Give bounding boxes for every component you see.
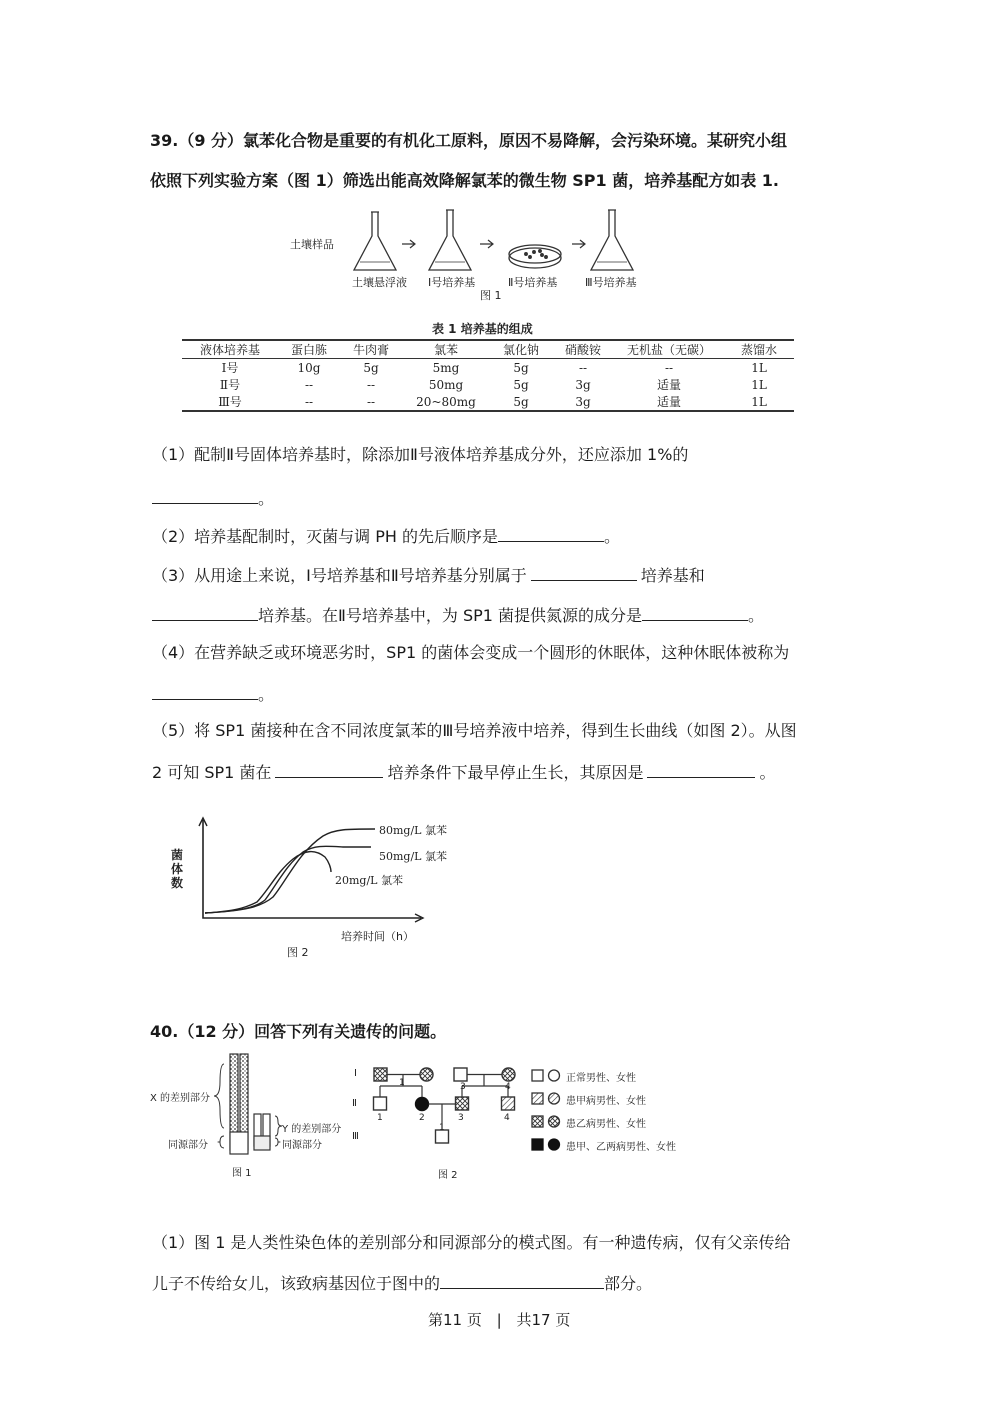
table-cell: Ⅲ号 [218, 395, 242, 409]
table-cell: 5g [513, 360, 529, 375]
individual-number: 3 [460, 1082, 466, 1092]
homologous-label-left: 同源部分 [168, 1140, 208, 1151]
answer-blank[interactable] [440, 1272, 604, 1289]
table-cell: 1L [751, 360, 767, 375]
legend-disease-a: 患甲病男性、女性 [566, 1096, 646, 1107]
table-cell: 适量 [656, 395, 681, 409]
table-cell: 1L [751, 377, 767, 392]
pedigree-male-I3 [454, 1068, 467, 1081]
flask-icon [591, 210, 633, 270]
table-header: 氯化钠 [502, 343, 539, 357]
flask-label-4: Ⅲ号培养基 [585, 276, 637, 289]
q40-part1-line2 [152, 1272, 652, 1294]
q39-title-line2: 依照下列实验方案（图 1）筛选出能高效降解氯苯的微生物 SP1 菌，培养基配方如表 1. [150, 171, 780, 190]
generation-II: Ⅱ [352, 1098, 357, 1109]
table-cell: Ⅰ号 [221, 361, 239, 375]
table-cell: -- [304, 394, 314, 409]
page-number: 第11 页 [428, 1311, 482, 1329]
pedigree-female-II2 [416, 1098, 429, 1111]
sex-chromosome-diagram [150, 1052, 350, 1180]
punctuation: 。 [759, 763, 776, 782]
generation-III: Ⅲ [352, 1131, 359, 1142]
table-cell: 50mg [428, 377, 464, 392]
q39-part3-text: （3）从用途上来说，Ⅰ号培养基和Ⅱ号培养基分别属于 [152, 566, 527, 585]
table-cell: 1L [751, 394, 767, 409]
q39-part3-text: 培养基。在Ⅱ号培养基中，为 SP1 菌提供氮源的成分是 [258, 606, 643, 625]
q40-figure-1-chromosomes [150, 1052, 350, 1180]
petri-dish-icon [509, 245, 561, 268]
series-label-80mg: 80mg/L 氯苯 [379, 824, 447, 837]
q39-part3-text: 培养基和 [640, 566, 705, 585]
answer-blank[interactable] [275, 761, 383, 778]
y-axis-label-char: 数 [171, 876, 184, 890]
flask-label-1: 土壤悬浮液 [352, 276, 407, 289]
table-header: 牛肉膏 [352, 343, 389, 357]
table-cell: 5g [363, 360, 379, 375]
answer-blank[interactable] [642, 604, 748, 621]
table-cell: 5mg [432, 360, 460, 375]
individual-number: 2 [419, 1113, 425, 1123]
q40-figure-1-caption: 图 1 [232, 1168, 252, 1179]
pedigree-male-I1 [374, 1068, 387, 1081]
dish-label-3: Ⅱ号培养基 [508, 276, 558, 289]
q39-part2 [152, 525, 620, 547]
pedigree-female-I4 [502, 1068, 515, 1081]
flask-label-2: Ⅰ号培养基 [428, 276, 476, 289]
table-1-caption: 表 1 培养基的组成 [432, 322, 533, 336]
table-row [182, 376, 794, 393]
individual-number: 1 [377, 1113, 383, 1123]
q40-figure-2-pedigree [350, 1066, 690, 1182]
q39-title: 39.（9 分）氯苯化合物是重要的有机化工原料，原因不易降解，会污染环境。某研究小组 [150, 131, 788, 150]
y-axis-label [171, 848, 183, 890]
y-axis-label-char: 菌 [171, 848, 184, 862]
pedigree-male-II4 [502, 1097, 515, 1110]
flask-icon [429, 210, 471, 270]
table-header: 无机盐（无碳） [626, 343, 711, 357]
page-footer [428, 1310, 570, 1330]
flask-icon [354, 212, 396, 270]
series-label-20mg: 20mg/L 氯苯 [335, 874, 403, 887]
q40-part1-line1: （1）图 1 是人类性染色体的差别部分和同源部分的模式图。有一种遗传病，仅有父亲传给 [152, 1233, 791, 1252]
table-cell: -- [366, 394, 376, 409]
legend-both-diseases: 患甲、乙两病男性、女性 [566, 1142, 676, 1153]
x-diff-label: X 的差别部分 [150, 1093, 211, 1104]
answer-blank[interactable] [152, 683, 258, 700]
table-cell: -- [304, 377, 314, 392]
table-cell: 5g [513, 377, 529, 392]
figure-1-caption: 图 1 [480, 289, 502, 302]
table-header: 液体培养基 [199, 343, 260, 357]
q39-part2-text: （2）培养基配制时，灭菌与调 PH 的先后顺序是 [152, 527, 499, 546]
q40-figure-2-caption: 图 2 [438, 1170, 458, 1181]
answer-blank[interactable] [152, 487, 258, 504]
y-diff-label: Y 的差别部分 [282, 1124, 342, 1135]
answer-blank[interactable] [647, 761, 755, 778]
table-cell: 适量 [656, 378, 681, 392]
punctuation: 。 [748, 606, 765, 625]
q39-part5-line2 [152, 761, 775, 783]
q40-title: 40.（12 分）回答下列有关遗传的问题。 [150, 1022, 447, 1041]
figure-1-flow [290, 206, 650, 302]
table-cell: -- [366, 377, 376, 392]
y-axis-label-char: 体 [171, 862, 184, 876]
legend-normal: 正常男性、女性 [566, 1073, 636, 1084]
curve-20mg [205, 852, 331, 913]
table-cell: 5g [513, 394, 529, 409]
individual-number: 4 [505, 1082, 511, 1092]
x-axis-label: 培养时间（h） [341, 930, 414, 943]
answer-blank[interactable] [498, 525, 604, 542]
series-label-50mg: 50mg/L 氯苯 [379, 850, 447, 863]
generation-I: Ⅰ [354, 1068, 357, 1079]
q39-part5-line1: （5）将 SP1 菌接种在含不同浓度氯苯的Ⅲ号培养液中培养，得到生长曲线（如图 2）。从图 [152, 721, 797, 740]
x-homologous-segment [230, 1132, 248, 1154]
q39-part5-text: 2 可知 SP1 菌在 [152, 763, 272, 782]
answer-blank[interactable] [152, 604, 258, 621]
punctuation: 。 [258, 685, 275, 704]
table-cell: -- [664, 360, 674, 375]
table-header-row [182, 340, 794, 359]
q40-part1-text: 儿子不传给女儿，该致病基因位于图中的 [152, 1274, 441, 1293]
y-homologous-segment [254, 1136, 270, 1150]
q39-part4-line1: （4）在营养缺乏或环境恶劣时，SP1 的菌体会变成一个圆形的休眠体，这种休眠体被称为 [152, 643, 790, 662]
curve-80mg [205, 829, 375, 913]
table-row [182, 359, 794, 377]
soil-sample-label: 土壤样品 [290, 238, 334, 251]
medium-composition-table [182, 339, 794, 412]
table-cell: -- [578, 360, 588, 375]
table-row [182, 393, 794, 411]
punctuation: 。 [604, 527, 621, 546]
q39-part1-line1: （1）配制Ⅱ号固体培养基时，除添加Ⅱ号液体培养基成分外，还应添加 1%的 [152, 445, 689, 464]
q39-part5-text: 培养条件下最早停止生长，其原因是 [387, 763, 644, 782]
pedigree-male-II3 [456, 1097, 469, 1110]
table-cell: 20~80mg [416, 394, 476, 409]
q39-part3-line2 [152, 604, 764, 626]
table-header: 硝酸铵 [564, 343, 601, 357]
answer-blank[interactable] [531, 564, 637, 581]
individual-number: 4 [504, 1113, 510, 1123]
table-header: 蒸馏水 [740, 343, 777, 357]
table-cell: 10g [297, 360, 321, 375]
page-total: 共17 页 [516, 1311, 571, 1329]
pedigree-female-I2 [420, 1068, 433, 1081]
footer-separator: | [496, 1311, 502, 1329]
q39-part1-line2 [152, 487, 274, 509]
table-header: 氯苯 [433, 343, 458, 357]
table-cell: Ⅱ号 [219, 378, 241, 392]
table-cell: 3g [575, 377, 591, 392]
individual-number: 1 [399, 1078, 405, 1088]
table-header: 蛋白胨 [290, 343, 327, 357]
homologous-label-right: 同源部分 [282, 1140, 322, 1151]
q39-part3-line1 [152, 564, 705, 586]
q39-part4-line2 [152, 683, 274, 705]
legend-disease-b: 患乙病男性、女性 [566, 1119, 646, 1130]
individual-number: 1 [439, 1123, 445, 1133]
figure-2-caption: 图 2 [287, 946, 309, 959]
pedigree-male-II1 [374, 1097, 387, 1110]
individual-number: 3 [458, 1113, 464, 1123]
table-cell: 3g [575, 394, 591, 409]
punctuation: 。 [258, 489, 275, 508]
figure-2-growth-curves [165, 812, 465, 964]
q40-part1-text: 部分。 [604, 1274, 653, 1293]
